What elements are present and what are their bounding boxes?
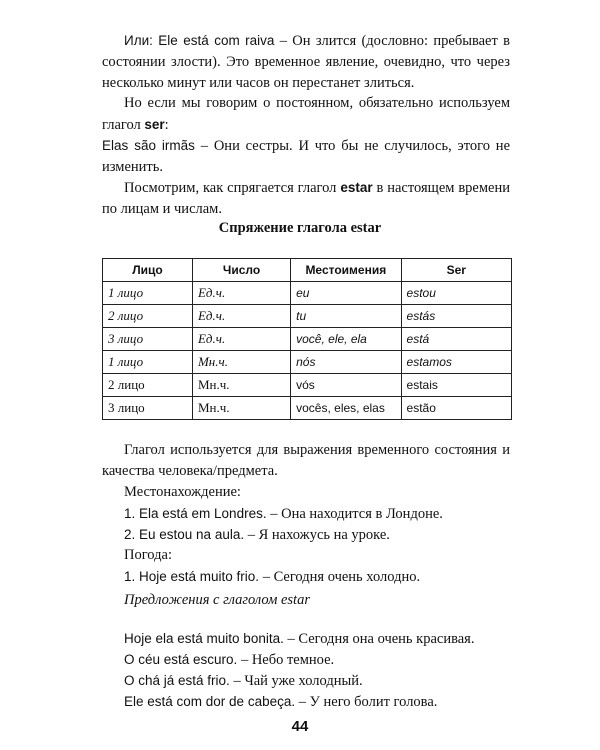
verb-estar: estar bbox=[340, 180, 373, 195]
sentence-translation: – Чай уже холодный. bbox=[229, 673, 363, 689]
sentence-item bbox=[124, 691, 437, 713]
table-title: Спряжение глагола estar bbox=[218, 220, 382, 236]
cell-pronoun: você, ele, ela bbox=[291, 328, 401, 351]
cell-form: estão bbox=[401, 397, 511, 420]
cell-person: 3 лицо bbox=[103, 328, 193, 351]
table-row bbox=[103, 374, 512, 397]
example-translation: – Она находится в Лондоне. bbox=[266, 506, 443, 522]
example-portuguese: Или: Ele está com raiva bbox=[124, 33, 275, 48]
table-header-row bbox=[103, 259, 512, 282]
cell-form: estás bbox=[401, 305, 511, 328]
cell-form: estou bbox=[401, 282, 511, 305]
cell-pronoun: vós bbox=[291, 374, 401, 397]
cell-number: Ед.ч. bbox=[192, 305, 290, 328]
verb-ser: ser bbox=[144, 117, 165, 132]
sentence-portuguese: Ele está com dor de cabeça. bbox=[124, 694, 296, 709]
example-portuguese: 1. Ela está em Londres. bbox=[124, 506, 267, 521]
cell-pronoun: tu bbox=[291, 305, 401, 328]
paragraph-conjugation-intro bbox=[102, 177, 510, 220]
cell-number: Мн.ч. bbox=[192, 351, 290, 374]
example-translation: – Они сестры. И что бы не случилось, этого не изменить. bbox=[102, 138, 511, 175]
example-portuguese: Elas são irmãs bbox=[102, 138, 195, 153]
table-row bbox=[103, 282, 512, 305]
example-portuguese: 2. Eu estou na aula. bbox=[124, 527, 245, 542]
page-number: 44 bbox=[291, 718, 309, 735]
header-ser: Ser bbox=[401, 259, 511, 282]
example-translation: – Сегодня очень холодно. bbox=[259, 569, 421, 585]
cell-pronoun: nós bbox=[291, 351, 401, 374]
location-example-2 bbox=[124, 524, 390, 546]
location-label: Местонахождение: bbox=[124, 484, 241, 500]
sentence-portuguese: Hoje ela está muito bonita. bbox=[124, 631, 284, 646]
paragraph-irmas bbox=[102, 135, 510, 178]
paragraph-ser bbox=[102, 93, 510, 136]
cell-person: 2 лицо bbox=[103, 305, 193, 328]
example-translation: – Он злится (дословно: пребывает в состоянии злости). Это временное явление, очевидно, что через несколько минут или часов он перестанет злиться. bbox=[102, 33, 510, 91]
sentence-translation: – У него болит голова. bbox=[295, 694, 438, 710]
conjugation-table bbox=[102, 258, 512, 420]
table-row bbox=[103, 351, 512, 374]
table-row bbox=[103, 328, 512, 351]
cell-number: Ед.ч. bbox=[192, 282, 290, 305]
sentence-translation: – Небо темное. bbox=[237, 652, 335, 668]
weather-label: Погода: bbox=[124, 547, 172, 563]
header-pronouns: Местоимения bbox=[291, 259, 401, 282]
cell-form: estais bbox=[401, 374, 511, 397]
cell-pronoun: vocês, eles, elas bbox=[291, 397, 401, 420]
example-portuguese: 1. Hoje está muito frio. bbox=[124, 569, 260, 584]
weather-example-1 bbox=[124, 566, 420, 588]
location-example-1 bbox=[124, 503, 443, 525]
sentences-heading: Предложения с глаголом estar bbox=[124, 592, 310, 608]
header-number: Число bbox=[192, 259, 290, 282]
cell-number: Ед.ч. bbox=[192, 328, 290, 351]
paragraph-text-end: в настоящем времени по лицам и числам. bbox=[102, 180, 510, 217]
sentence-portuguese: O chá já está frio. bbox=[124, 673, 230, 688]
example-translation: – Я нахожусь на уроке. bbox=[244, 527, 390, 543]
sentence-item bbox=[124, 670, 363, 692]
cell-person: 3 лицо bbox=[103, 397, 193, 420]
sentence-translation: – Сегодня она очень красивая. bbox=[283, 631, 475, 647]
cell-person: 2 лицо bbox=[103, 374, 193, 397]
sentence-portuguese: O céu está escuro. bbox=[124, 652, 238, 667]
cell-number: Мн.ч. bbox=[192, 374, 290, 397]
cell-number: Мн.ч. bbox=[192, 397, 290, 420]
sentence-item bbox=[124, 628, 474, 650]
paragraph-raiva bbox=[102, 30, 510, 94]
cell-form: está bbox=[401, 328, 511, 351]
cell-person: 1 лицо bbox=[103, 351, 193, 374]
cell-person: 1 лицо bbox=[103, 282, 193, 305]
sentence-item bbox=[124, 649, 334, 671]
cell-form: estamos bbox=[401, 351, 511, 374]
table-row bbox=[103, 305, 512, 328]
cell-pronoun: eu bbox=[291, 282, 401, 305]
header-person: Лицо bbox=[103, 259, 193, 282]
paragraph-punct: : bbox=[164, 117, 169, 133]
paragraph-text: Но если мы говорим о постоянном, обязательно используем глагол bbox=[102, 95, 510, 133]
table-row bbox=[103, 397, 512, 420]
paragraph-text: Посмотрим, как спрягается глагол bbox=[124, 180, 341, 196]
paragraph-usage: Глагол используется для выражения временного состояния и качества человека/предмета. bbox=[102, 442, 510, 479]
